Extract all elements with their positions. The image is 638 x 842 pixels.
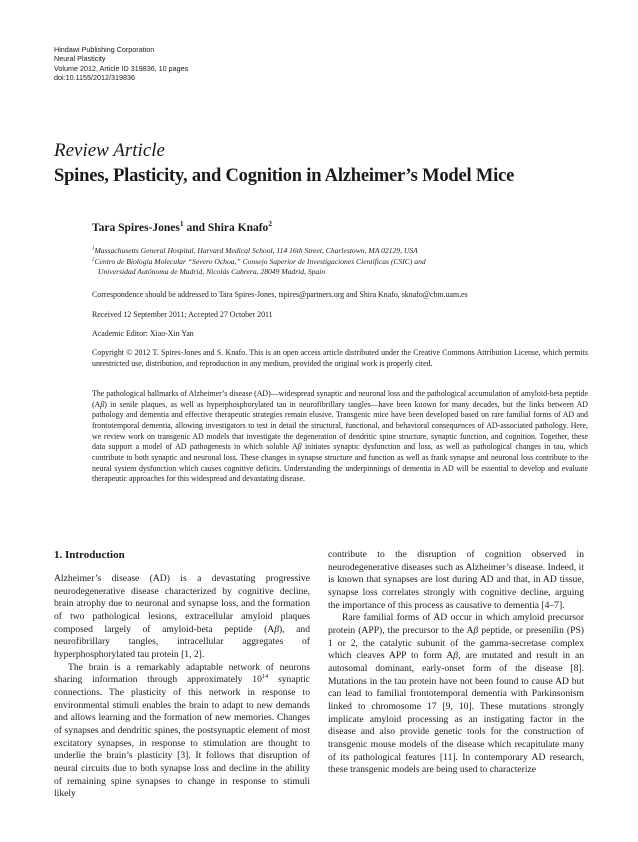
article-title: Spines, Plasticity, and Cognition in Alzheimer’s Model Mice	[54, 166, 515, 186]
publisher: Hindawi Publishing Corporation	[54, 45, 155, 54]
email-link-2[interactable]: sknafo@cbm.uam.es	[401, 290, 468, 299]
volume-info: Volume 2012, Article ID 319836, 10 pages	[54, 63, 189, 73]
affiliation-1	[92, 246, 426, 257]
author-1-affil: 1	[179, 219, 184, 229]
text-run: Rare familial forms of AD occur in which amyloid precursor protein (APP), the precursor to the A	[328, 612, 584, 636]
body-column-right	[328, 549, 584, 777]
author-1: Tara Spires-Jones	[92, 222, 180, 234]
abstract-part-2: ) in senile plaques, as well as hyperphosphorylated tau in neurofibrillary tangles—have been known for many decades, but the links between AD pathology and dementia and effective therapeutic strategies remain elusive. Transgenic mice have been developed based on rare familial forms of AD and frontotemporal dementia, allowing investigators to test in detail the structural, functional, and behavioral consequences of AD-associated pathology. Here, we review work on transgenic AD models that investigate the degeneration of dendritic spine structure, synaptic function, and cognition. Together, these data support a model of AD pathogenesis in which soluble A	[92, 399, 588, 452]
journal-name: Neural Plasticity	[54, 54, 106, 64]
text-run: ), and neurofibrillary tangles, intracellular aggregates of hyperphosphorylated tau protein [1, 2].	[54, 623, 311, 660]
affiliation-2-text: Centro de Biología Molecular “Severo Ochoa,” Consejo Superior de Investigaciones Científicas (CSIC) and	[94, 256, 426, 266]
correspondence-middle: and Shira Knafo,	[344, 290, 402, 299]
abstract-part-3: initiates synaptic dysfunction and loss, as well as pathological changes in tau, which contribute to both synaptic and neuronal loss. These changes in synapse structure and function as well as frank synapse and neuronal loss contribute to the neural system dysfunction which causes cognitive deficits. Understanding the underpinnings of dementia in AD will be essential to develop and evaluate therapeutic approaches for this widespread and devastating disease.	[92, 442, 588, 484]
authors	[92, 219, 273, 234]
copyright-notice: Copyright © 2012 T. Spires-Jones and S. Knafo. This is an open access article distributed under the Creative Commons Attribution License, which permits unrestricted use, distribution, and reproduction in any medium, provided the original work is properly cited.	[92, 348, 588, 368]
text-run: Alzheimer’s disease (AD) is a devastating progressive neurodegenerative disease characterized by cognitive decline, brain atrophy due to neuronal and synapse loss, and the formation of two pathological lesions, extracellular amyloid plaques composed largely of amyloid-beta peptide (A	[54, 573, 310, 635]
affiliation-2-cont: Universidad Autónoma de Madrid, Nicolás Cabrera, 28049 Madrid, Spain	[98, 267, 326, 277]
affiliation-1-num: 1	[92, 246, 95, 252]
affiliation-2-num: 2	[92, 257, 95, 263]
paragraph: contribute to the disruption of cognition observed in neurodegenerative diseases such as Alzheimer’s disease. Indeed, it is known that synapses are lost during AD and that, in AD tissue, synapse loss correlates strongly with cognitive decline, arguing the importance of this process as causative to dementia [4–7].	[328, 549, 584, 611]
beta-symbol: β	[100, 399, 105, 409]
beta-symbol: β	[473, 624, 479, 636]
text-run: The brain is a remarkably adaptable network of neurons sharing information through approximately 10	[54, 661, 310, 686]
body-column-left	[54, 573, 310, 801]
received-dates: Received 12 September 2011; Accepted 27 October 2011	[92, 310, 273, 319]
beta-symbol: β	[297, 442, 302, 452]
affiliation-2	[92, 257, 426, 268]
abstract-part-1: The pathological hallmarks of Alzheimer’s disease (AD)—widespread synaptic and neuronal loss and the pathological accumulation of amyloid-beta peptide (A	[92, 389, 588, 409]
author-conjunction: and	[183, 222, 208, 234]
author-2: Shira Knafo	[207, 222, 269, 234]
text-run: , are mutated and result in an autosomal dominant, early-onset form of the disease [8]. Mutations in the tau protein have not been found to cause AD but can lead to familial frontotemporal dementia with Parkinsonism linked to chromosome 17 [9, 10]. These mutations strongly implicate amyloid processing as an instigating factor in the disease and also provide genetic tools for the construction of transgenic mouse models of the disease which recapitulate many of its pathological features [11]. In contemporary AD research, these transgenic models are being used to characterize	[328, 650, 585, 776]
beta-symbol: β	[453, 650, 459, 662]
correspondence-prefix: Correspondence should be addressed to Tara Spires-Jones,	[92, 290, 279, 299]
journal-info	[54, 45, 188, 83]
text-run: synaptic connections. The plasticity of this network in response to environmental stimuli enables the brain to adapt to new demands and allows learning and the formation of new memories. Changes of synapses and dendritic spines, the postsynaptic element of most excitatory synapses, in response to stimulation are thought to underlie the brain’s plasticity [3]. It follows that disruption of neural circuits due to both synapse loss and decline in the ability of remaining spine synapses to change in response to stimuli likely	[54, 674, 310, 800]
email-link-1[interactable]: tspires@partners.org	[278, 290, 345, 299]
exponent: 14	[261, 673, 269, 681]
affiliation-1-text: Massachusetts General Hospital, Harvard Medical School, 114 16th Street, Charlestown, MA 02129, USA	[94, 246, 418, 255]
paragraph	[328, 612, 584, 777]
text-run: peptide, or presenilin (PS) 1 or 2, the catalytic subunit of the gamma-secretase complex which cleaves APP to form A	[328, 624, 584, 662]
correspondence	[92, 290, 468, 299]
doi[interactable]: doi:10.1155/2012/319836	[54, 73, 136, 83]
beta-symbol: β	[274, 623, 279, 635]
paragraph	[54, 662, 310, 801]
affiliations	[92, 246, 426, 278]
academic-editor: Academic Editor: Xiao-Xin Yan	[92, 329, 194, 338]
section-heading: 1. Introduction	[54, 549, 125, 561]
paragraph	[54, 573, 310, 662]
author-2-affil: 2	[268, 219, 273, 229]
abstract	[92, 389, 588, 485]
article-type: Review Article	[54, 140, 165, 161]
